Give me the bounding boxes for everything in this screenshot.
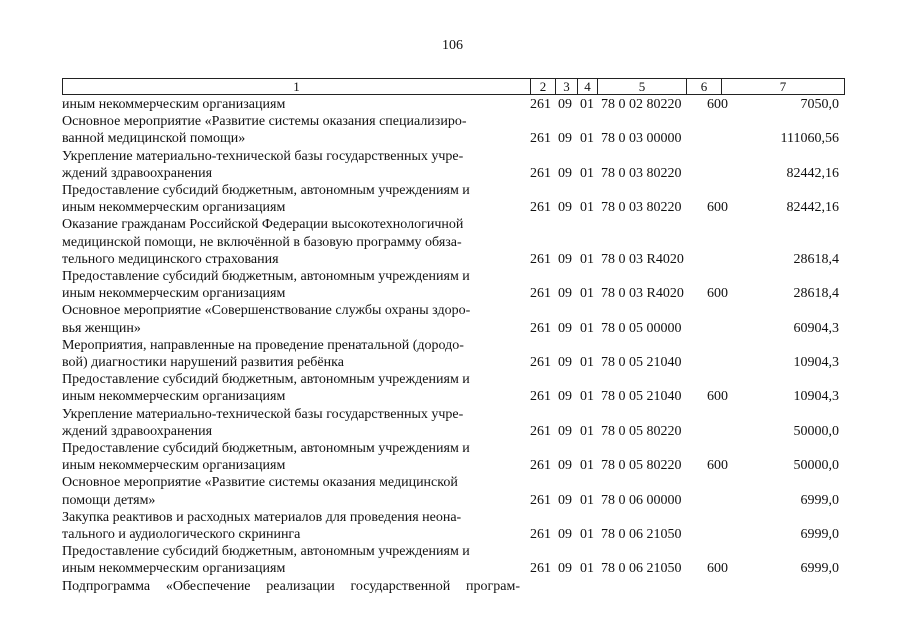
- description-line: Предоставление субсидий бюджетным, автономным учреждениям и: [62, 544, 470, 560]
- cell-code: 78 0 05 21040: [601, 355, 682, 370]
- cell-code: 78 0 03 80220: [601, 165, 682, 181]
- description-line: иным некоммерческим организациям: [62, 97, 286, 112]
- cell-type: 600: [707, 561, 728, 577]
- description-line: ванной медицинской помощи»: [62, 131, 246, 147]
- cell-sec: 09: [558, 492, 572, 508]
- cell-adm: 261: [530, 355, 551, 370]
- cell-sum: 6999,0: [800, 561, 839, 577]
- cell-adm: 261: [530, 200, 551, 216]
- cell-adm: 261: [530, 320, 551, 336]
- description-line: Предоставление субсидий бюджетным, автономным учреждениям и: [62, 441, 470, 456]
- table-row: [62, 578, 845, 595]
- cell-sec: 09: [558, 200, 572, 216]
- header-col-4: 4: [578, 79, 598, 94]
- cell-code: 78 0 03 80220: [601, 200, 682, 216]
- description-line: иным некоммерческим организациям: [62, 389, 286, 405]
- description-line: Основное мероприятие «Развитие системы оказания медицинской: [62, 475, 458, 491]
- header-col-1: 1: [63, 79, 531, 94]
- cell-sub: 01: [580, 165, 594, 181]
- cell-code: 78 0 05 00000: [601, 320, 682, 336]
- cell-code: 78 0 06 21050: [601, 561, 682, 577]
- cell-sub: 01: [580, 527, 594, 542]
- cell-sum: 111060,56: [780, 131, 839, 147]
- cell-sec: 09: [558, 561, 572, 577]
- cell-adm: 261: [530, 251, 551, 267]
- cell-sub: 01: [580, 251, 594, 267]
- cell-type: 600: [707, 458, 728, 474]
- cell-sum: 50000,0: [793, 423, 839, 439]
- description-line: тального и аудиологического скрининга: [62, 527, 301, 542]
- cell-sum: 82442,16: [786, 200, 839, 216]
- cell-sec: 09: [558, 251, 572, 267]
- description-line: Подпрограмма «Обеспечение реализации государственной програм-: [62, 578, 520, 594]
- description-line: Предоставление субсидий бюджетным, автономным учреждениям и: [62, 372, 470, 388]
- table-row: [62, 474, 845, 508]
- cell-sum: 50000,0: [793, 458, 839, 474]
- cell-sub: 01: [580, 458, 594, 474]
- cell-adm: 261: [530, 423, 551, 439]
- description-line: Предоставление субсидий бюджетным, автономным учреждениям и: [62, 269, 470, 284]
- description-line: Закупка реактивов и расходных материалов для проведения неона-: [62, 509, 462, 525]
- table-row: [62, 148, 845, 182]
- cell-code: 78 0 05 80220: [601, 423, 682, 439]
- cell-type: 600: [707, 286, 728, 302]
- description-line: ждений здравоохранения: [62, 165, 213, 181]
- cell-code: 78 0 03 R4020: [601, 286, 684, 302]
- description-line: ждений здравоохранения: [62, 423, 213, 439]
- description-line: Оказание гражданам Российской Федерации высокотехнологичной: [62, 217, 464, 233]
- cell-adm: 261: [530, 561, 551, 577]
- description-line: иным некоммерческим организациям: [62, 561, 286, 577]
- description-line: Основное мероприятие «Развитие системы оказания специализиро-: [62, 114, 467, 130]
- cell-adm: 261: [530, 131, 551, 147]
- description-line: Предоставление субсидий бюджетным, автономным учреждениям и: [62, 183, 470, 198]
- cell-sec: 09: [558, 131, 572, 147]
- cell-sec: 09: [558, 165, 572, 181]
- table-row: [62, 268, 845, 302]
- cell-sum: 82442,16: [786, 165, 839, 181]
- table-row: [62, 337, 845, 371]
- cell-sec: 09: [558, 286, 572, 302]
- description-line: иным некоммерческим организациям: [62, 286, 286, 302]
- cell-sub: 01: [580, 492, 594, 508]
- cell-adm: 261: [530, 165, 551, 181]
- cell-type: 600: [707, 200, 728, 216]
- table-row: [62, 543, 845, 577]
- cell-code: 78 0 05 80220: [601, 458, 682, 474]
- cell-adm: 261: [530, 286, 551, 302]
- cell-sec: 09: [558, 355, 572, 370]
- cell-adm: 261: [530, 492, 551, 508]
- table-row: [62, 113, 845, 147]
- header-col-2: 2: [531, 79, 556, 94]
- description-line: иным некоммерческим организациям: [62, 458, 286, 474]
- cell-sec: 09: [558, 458, 572, 474]
- cell-adm: 261: [530, 458, 551, 474]
- cell-sum: 6999,0: [800, 492, 839, 508]
- cell-sum: 6999,0: [800, 527, 839, 542]
- description-line: медицинской помощи, не включённой в базовую программу обяза-: [62, 234, 462, 250]
- description-line: тельного медицинского страхования: [62, 251, 279, 267]
- cell-sub: 01: [580, 97, 594, 112]
- cell-sub: 01: [580, 423, 594, 439]
- page-number: 106: [442, 38, 463, 53]
- table-row: [62, 509, 845, 543]
- table-row: [62, 182, 845, 216]
- header-col-5: 5: [598, 79, 687, 94]
- description-line: Основное мероприятие «Совершенствование службы охраны здоро-: [62, 303, 471, 319]
- cell-sub: 01: [580, 131, 594, 147]
- cell-sub: 01: [580, 561, 594, 577]
- cell-sec: 09: [558, 423, 572, 439]
- header-col-3: 3: [556, 79, 578, 94]
- cell-sum: 7050,0: [800, 97, 839, 112]
- cell-sum: 10904,3: [793, 355, 839, 370]
- description-line: помощи детям»: [62, 492, 156, 508]
- header-col-6: 6: [687, 79, 722, 94]
- table-row: [62, 96, 845, 113]
- cell-sum: 10904,3: [793, 389, 839, 405]
- table-row: [62, 440, 845, 474]
- cell-code: 78 0 03 00000: [601, 131, 682, 147]
- cell-sec: 09: [558, 97, 572, 112]
- table-row: [62, 406, 845, 440]
- cell-code: 78 0 03 R4020: [601, 251, 684, 267]
- description-line: Укрепление материально-технической базы государственных учре-: [62, 406, 464, 422]
- cell-sub: 01: [580, 320, 594, 336]
- cell-adm: 261: [530, 389, 551, 405]
- cell-code: 78 0 06 21050: [601, 527, 682, 542]
- description-line: вой) диагностики нарушений развития ребёнка: [62, 355, 344, 370]
- cell-sum: 60904,3: [793, 320, 839, 336]
- cell-sec: 09: [558, 527, 572, 542]
- cell-code: 78 0 05 21040: [601, 389, 682, 405]
- description-line: иным некоммерческим организациям: [62, 200, 286, 216]
- header-col-7: 7: [779, 79, 787, 94]
- cell-type: 600: [707, 97, 728, 112]
- cell-type: 600: [707, 389, 728, 405]
- cell-code: 78 0 02 80220: [601, 97, 682, 112]
- cell-sec: 09: [558, 389, 572, 405]
- cell-sub: 01: [580, 286, 594, 302]
- table-row: [62, 216, 845, 268]
- cell-sum: 28618,4: [793, 251, 839, 267]
- cell-code: 78 0 06 00000: [601, 492, 682, 508]
- table-header: [62, 78, 845, 95]
- cell-adm: 261: [530, 527, 551, 542]
- cell-sub: 01: [580, 389, 594, 405]
- table-row: [62, 371, 845, 405]
- description-line: Укрепление материально-технической базы государственных учре-: [62, 148, 464, 164]
- cell-sub: 01: [580, 355, 594, 370]
- description-line: Мероприятия, направленные на проведение пренатальной (дородо-: [62, 337, 464, 353]
- cell-sec: 09: [558, 320, 572, 336]
- description-line: вья женщин»: [62, 320, 141, 336]
- cell-sub: 01: [580, 200, 594, 216]
- table-row: [62, 302, 845, 336]
- cell-sum: 28618,4: [793, 286, 839, 302]
- cell-adm: 261: [530, 97, 551, 112]
